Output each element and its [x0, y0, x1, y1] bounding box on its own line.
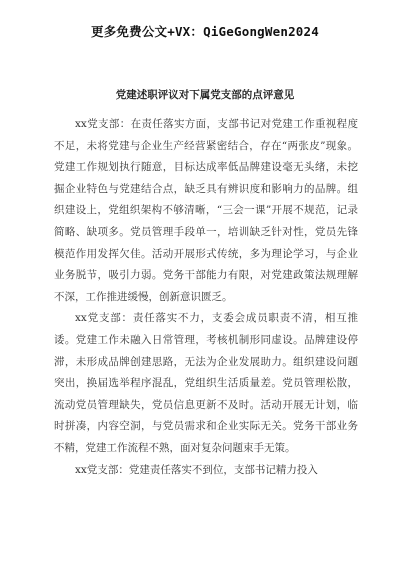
- paragraph: xx党支部：在责任落实方面，支部书记对党建工作重视程度不足，未将党建与企业生产经营紧密结合，存在“两张皮”现象。党建工作规划执行随意，目标达成率低品牌建设毫无头绪，未挖掘企业特色与党建结合点，缺乏具有辨识度和影响力的品牌。组织建设上，党组织架构不够清晰，“三会一课”开展不规范，记录简略、缺项多。党员管理手段单一，培训缺乏针对性，党员先锋模范作用发挥欠佳。活动开展形式传统，多为理论学习，与企业业务脱节，吸引力弱。党务干部能力有限，对党建政策法规理解不深，工作推进缓慢，创新意识匮乏。: [54, 118, 358, 303]
- paragraph: xx党支部：党建责任落实不到位，支部书记精力投入: [75, 463, 318, 476]
- promo-header: 更多免费公文+VX：QiGeGongWen2024: [91, 24, 319, 39]
- document-body: [54, 114, 358, 481]
- paragraph: xx党支部：责任落实不力，支委会成员职责不清，相互推诿。党建工作未融入日常管理，考核机制形同虚设。品牌建设停滞，未形成品牌创建思路，无法为企业发展助力。组织建设问题突出，换届选举程序混乱，党组织生活质量差。党员管理松散，流动党员管理缺失，党员信息更新不及时。活动开展无计划，临时拼凑，内容空洞，与党员需求和企业实际无关。党务干部业务不精，党建工作流程不熟，面对复杂问题束手无策。: [54, 312, 358, 454]
- document-title: 党建述职评议对下属党支部的点评意见: [115, 89, 295, 101]
